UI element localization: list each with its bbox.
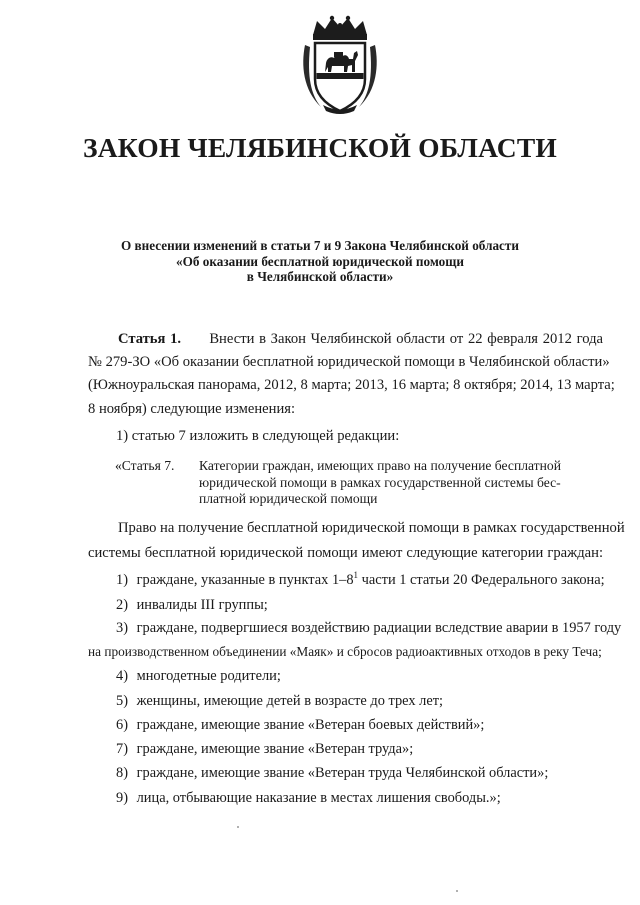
scan-speck (456, 890, 458, 892)
list-item-number: 6) (116, 717, 128, 733)
change-item-1: 1) статью 7 изложить в следующей редакции: (116, 428, 400, 444)
list-item (116, 693, 443, 710)
list-item-text: граждане, подвергшиеся воздействию радиации вследствие аварии в 1957 году (136, 620, 622, 636)
article1-line: (Южноуральская панорама, 2012, 8 марта; 2013, 16 марта; 8 октября; 2014, 13 марта; (88, 377, 615, 393)
list-item (116, 597, 268, 614)
article1-text: Внести в Закон Челябинской области от 22 февраля 2012 года (209, 331, 603, 347)
list-item-number: 7) (116, 741, 128, 757)
article1-label: Статья 1. (118, 331, 182, 347)
list-item-number: 8) (116, 765, 128, 781)
list-item-text: граждане, указанные в пунктах 1–8 (136, 571, 354, 588)
list-item-text: лица, отбывающие наказание в местах лишения свободы.»; (136, 790, 501, 806)
list-item-number: 9) (116, 790, 128, 806)
coat-of-arms-emblem (299, 15, 381, 115)
intro-line-2: системы бесплатной юридической помощи имеют следующие категории граждан: (88, 545, 603, 561)
list-item-text: женщины, имеющие детей в возрасте до трех лет; (136, 693, 444, 709)
scan-speck (237, 826, 239, 828)
article1-line: 8 ноября) следующие изменения: (88, 401, 296, 417)
subtitle-line: в Челябинской области» (246, 269, 394, 284)
list-item-text: граждане, имеющие звание «Ветеран труда Челябинской области»; (136, 765, 549, 781)
article7-label: «Статья 7. (115, 458, 175, 473)
list-item-text: инвалиды III группы; (136, 597, 268, 613)
list-item-number: 5) (116, 693, 128, 709)
list-item-text: многодетные родители; (136, 668, 281, 684)
list-item-continuation: на производственном объединении «Маяк» и сбросов радиоактивных отходов в реку Теча; (88, 644, 602, 659)
list-item-text: граждане, имеющие звание «Ветеран труда»; (136, 741, 414, 757)
intro-line-1: Право на получение бесплатной юридической помощи в рамках государственной (118, 520, 625, 536)
article7-heading: Категории граждан, имеющих право на получение бесплатной юридической помощи в рамках государственной системы бес-платной юридической помощи (199, 458, 561, 506)
list-item (116, 570, 605, 589)
subtitle-line: «Об оказании бесплатной юридической помощи (176, 253, 464, 269)
list-item (116, 765, 548, 782)
list-item (116, 620, 621, 637)
list-item-number: 4) (116, 668, 128, 684)
law-subtitle (60, 238, 580, 285)
superscript: 1 (353, 570, 359, 580)
list-item (116, 717, 484, 734)
article1-first-line (88, 331, 603, 348)
list-item (116, 741, 413, 758)
article1-line: № 279-ЗО «Об оказании бесплатной юридической помощи в Челябинской области» (88, 354, 610, 370)
list-item-text: граждане, имеющие звание «Ветеран боевых действий»; (136, 717, 485, 733)
subtitle-line: О внесении изменений в статьи 7 и 9 Закона Челябинской области (121, 238, 519, 253)
intro-first-line (88, 520, 625, 537)
list-item (116, 790, 501, 807)
list-item (116, 668, 281, 685)
list-item-number: 3) (116, 620, 128, 636)
document-title: ЗАКОН ЧЕЛЯБИНСКОЙ ОБЛАСТИ (83, 132, 557, 163)
list-item-text-continued: части 1 статьи 20 Федерального закона; (358, 571, 605, 588)
list-item-number: 2) (116, 597, 128, 613)
list-item-number: 1) (116, 571, 128, 588)
